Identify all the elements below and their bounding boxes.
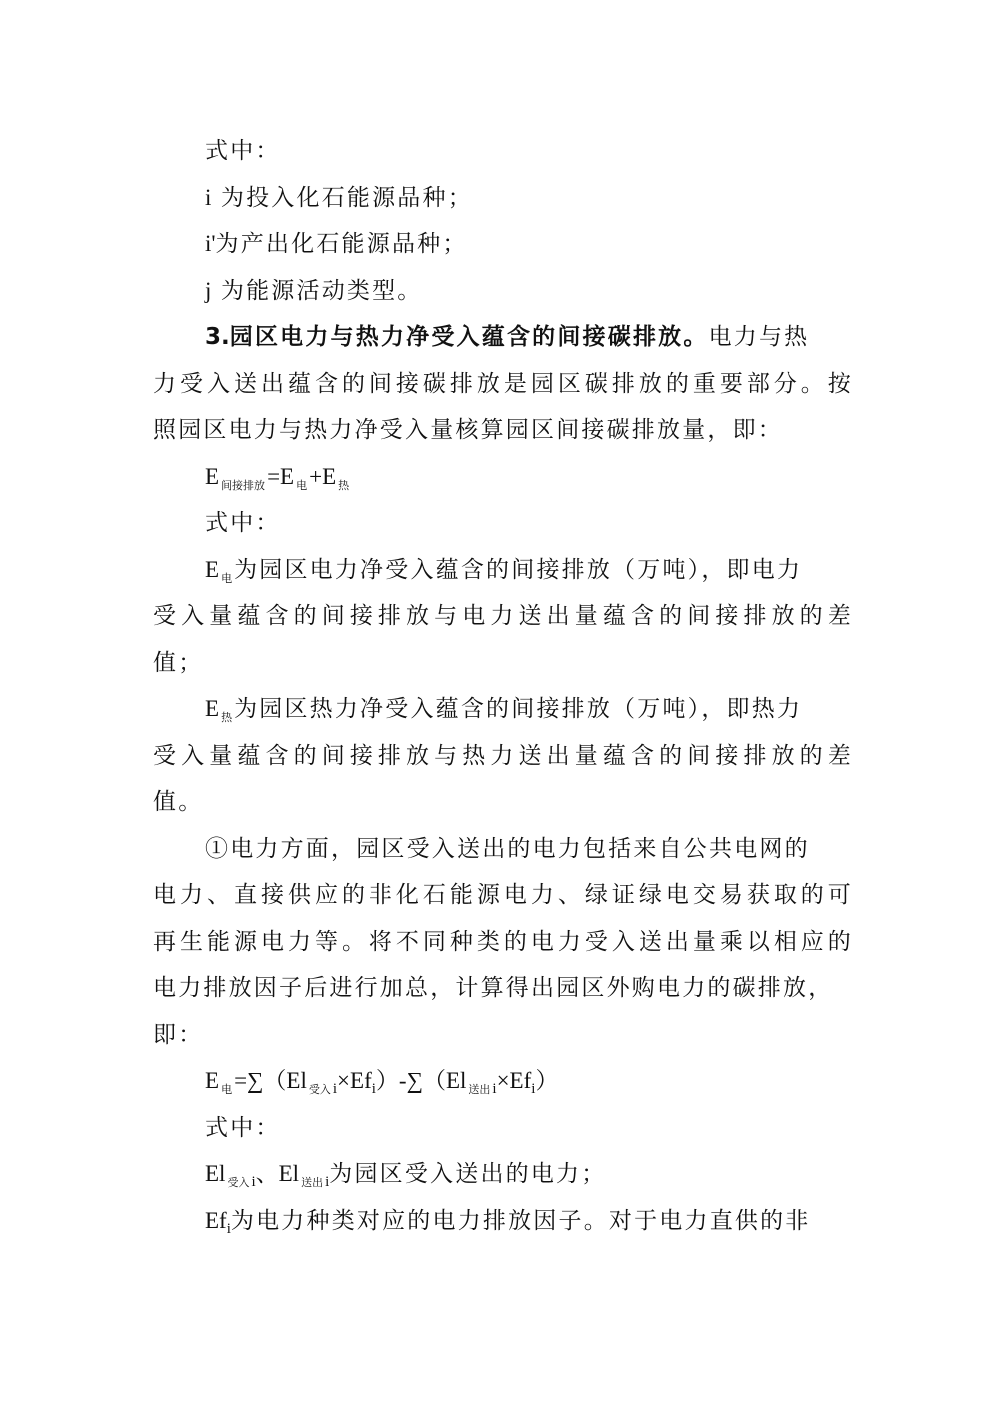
line-para [153, 1012, 853, 1059]
formula-subscript: 受入 [227, 1176, 250, 1189]
line-para [153, 965, 853, 1012]
formula-symbol: ×Ef [496, 1068, 532, 1093]
para-text: 受入量蕴含的间接排放与热力送出量蕴含的间接排放的差 [153, 742, 853, 769]
para-text: 电力、直接供应的非化石能源电力、绿证绿电交易获取的可 [153, 882, 853, 908]
line-where-3 [153, 1105, 853, 1152]
formula-subscript: 电 [296, 478, 308, 492]
line-where-1 [153, 128, 853, 175]
formula-electricity-emission [153, 1058, 853, 1105]
line-def-j [153, 268, 853, 315]
var-i: i [205, 184, 212, 210]
para-text: 值； [153, 649, 204, 676]
def-i-prime-text: 为产出化石能源品种； [215, 231, 468, 257]
formula-symbol: +E [309, 463, 337, 489]
line-def-e-elec [153, 547, 853, 594]
formula-index: i [531, 1081, 536, 1097]
formula-index: i [371, 1081, 376, 1097]
line-para [153, 919, 853, 966]
formula-index: i [325, 1174, 330, 1190]
formula-subscript: 间接排放 [221, 478, 266, 492]
section-text-start: 电力与热 [708, 324, 810, 350]
formula-index: i [332, 1081, 338, 1097]
formula-symbol: E [205, 556, 220, 582]
line-def-i [153, 175, 853, 222]
para-text: 力受入送出蕴含的间接碳排放是园区碳排放的重要部分。按 [153, 370, 853, 397]
where-label: 式中： [205, 510, 281, 536]
formula-symbol: Ef [205, 1207, 227, 1233]
formula-symbol: E [205, 696, 220, 721]
line-para [153, 640, 853, 687]
var-j: j [205, 277, 212, 303]
line-para [153, 593, 853, 640]
formula-symbol: ×Ef [337, 1068, 372, 1093]
formula-subscript: 送出 [468, 1083, 491, 1096]
formula-subscript: 热 [221, 711, 233, 724]
formula-subscript: 送出 [301, 1176, 324, 1189]
where-label: 式中： [205, 138, 281, 164]
line-para [153, 779, 853, 826]
def-text: 为园区电力净受入蕴含的间接排放（万吨），即电力 [234, 556, 803, 583]
formula-subscript: 电 [221, 1083, 233, 1096]
line-def-el [153, 1151, 853, 1198]
section-number: 3. [205, 324, 230, 350]
formula-indirect-emission [153, 454, 853, 501]
line-def-e-heat [153, 686, 853, 733]
formula-subscript: 受入 [308, 1083, 331, 1096]
formula-symbol: ） [535, 1068, 561, 1094]
line-para [153, 733, 853, 780]
formula-subscript: 电 [221, 571, 233, 585]
formula-symbol: 、El [255, 1161, 300, 1186]
para-text: 受入量蕴含的间接排放与电力送出量蕴含的间接排放的差 [153, 603, 853, 629]
para-text: 即： [153, 1021, 204, 1048]
line-section-3 [153, 314, 853, 361]
formula-symbol: El [205, 1161, 226, 1186]
formula-symbol: E [205, 1068, 220, 1093]
var-i-prime: i' [205, 231, 216, 256]
line-def-ef [153, 1198, 853, 1245]
def-text: 为电力种类对应的电力排放因子。对于电力直供的非 [230, 1207, 811, 1234]
def-text: 为园区受入送出的电力； [329, 1161, 607, 1187]
para-text: 再生能源电力等。将不同种类的电力受入送出量乘以相应的 [153, 928, 853, 955]
formula-symbol: ）-∑（El [375, 1068, 467, 1093]
formula-symbol: =E [267, 463, 295, 489]
para-text: ①电力方面，园区受入送出的电力包括来自公共电网的 [205, 835, 810, 862]
para-text: 电力排放因子后进行加总，计算得出园区外购电力的碳排放， [153, 975, 834, 1001]
line-para-3 [153, 407, 853, 454]
para-text: 照园区电力与热力净受入量核算园区间接碳排放量，即： [153, 417, 783, 443]
formula-symbol: E [205, 463, 220, 489]
section-heading: 园区电力与热力净受入蕴含的间接碳排放。 [229, 324, 709, 350]
formula-index: i [226, 1220, 231, 1237]
where-label: 式中： [205, 1114, 281, 1141]
para-text: 值。 [153, 789, 204, 815]
line-para [153, 872, 853, 919]
def-i-text: 为投入化石能源品种； [220, 184, 473, 211]
line-electricity-para [153, 826, 853, 873]
line-para-2 [153, 361, 853, 408]
formula-symbol: =∑（El [234, 1068, 307, 1093]
formula-subscript: 热 [338, 478, 350, 492]
formula-index: i [492, 1081, 497, 1097]
body-text [153, 128, 853, 1244]
formula-index: i [251, 1174, 256, 1190]
line-def-i-prime [153, 221, 853, 268]
def-text: 为园区热力净受入蕴含的间接排放（万吨），即热力 [234, 696, 803, 722]
def-j-text: 为能源活动类型。 [220, 277, 423, 304]
line-where-2 [153, 500, 853, 547]
